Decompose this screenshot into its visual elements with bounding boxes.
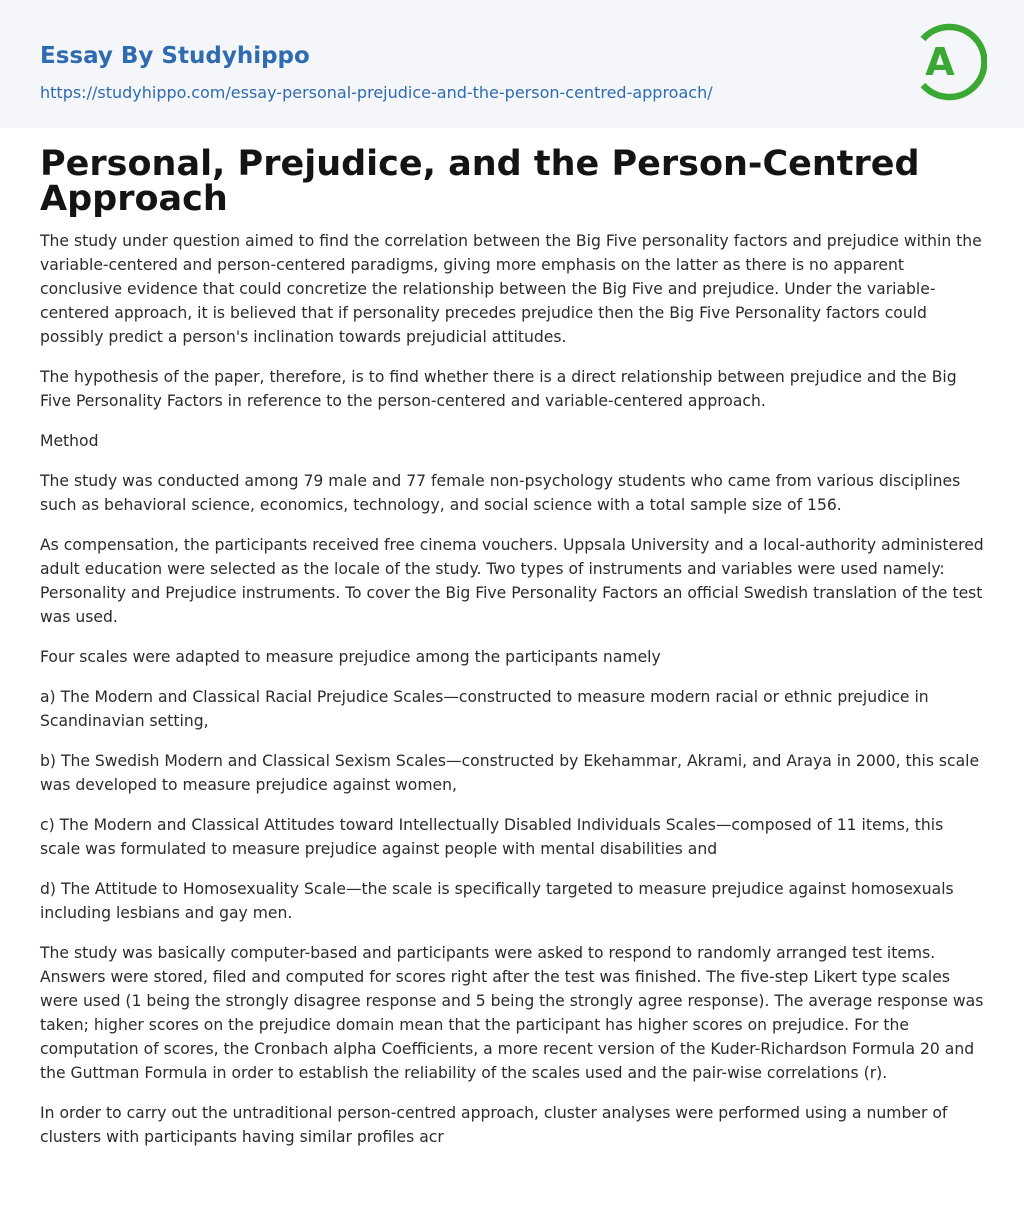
logo-letter: A [925, 40, 955, 84]
article-paragraph: The hypothesis of the paper, therefore, is to find whether there is a direct relationship between prejudice and the Big Five Personality Factors in reference to the person-centered and variable-centered approach. [40, 368, 957, 410]
article-paragraph: The study was conducted among 79 male and 77 female non-psychology students who came from various disciplines such as behavioral science, economics, technology, and social science with a total sample size of 156. [40, 472, 961, 514]
studyhippo-logo-icon[interactable] [913, 19, 987, 105]
site-name[interactable]: Essay By Studyhippo [40, 43, 310, 69]
source-url-link[interactable]: https://studyhippo.com/essay-personal-prejudice-and-the-person-centred-approach/ [40, 83, 713, 102]
site-header [0, 0, 1024, 128]
section-heading-method: Method [40, 432, 99, 450]
article-title: Personal, Prejudice, and the Person-Centred Approach [40, 144, 920, 219]
article-paragraph: Four scales were adapted to measure prejudice among the participants namely [40, 648, 661, 666]
list-item: c) The Modern and Classical Attitudes toward Intellectually Disabled Individuals Scales—composed of 11 items, this scale was formulated to measure prejudice against people with mental disabilities and [40, 816, 944, 858]
article-paragraph: In order to carry out the untraditional person-centred approach, cluster analyses were performed using a number of clusters with participants having similar profiles acr [40, 1104, 948, 1146]
article-paragraph: The study was basically computer-based and participants were asked to respond to randomly arranged test items. Answers were stored, filed and computed for scores right after the test was finished. The five-step Likert type scales were used (1 being the strongly disagree response and 5 being the strongly agree response). The average response was taken; higher scores on the prejudice domain mean that the participant has higher scores on prejudice. For the computation of scores, the Cronbach alpha Coefficients, a more recent version of the Kuder-Richardson Formula 20 and the Guttman Formula in order to establish the reliability of the scales used and the pair-wise correlations (r). [40, 944, 984, 1082]
article-paragraph: As compensation, the participants received free cinema vouchers. Uppsala University and a local-authority administered adult education were selected as the locale of the study. Two types of instruments and variables were used namely: Personality and Prejudice instruments. To cover the Big Five Personality Factors an official Swedish translation of the test was used. [40, 536, 984, 626]
article-paragraph: The study under question aimed to find the correlation between the Big Five personality factors and prejudice within the variable-centered and person-centered paradigms, giving more emphasis on the latter as there is no apparent conclusive evidence that could concretize the relationship between the Big Five and prejudice. Under the variable-centered approach, it is believed that if personality precedes prejudice then the Big Five Personality factors could possibly predict a person's inclination towards prejudicial attitudes. [40, 232, 982, 346]
list-item: b) The Swedish Modern and Classical Sexism Scales—constructed by Ekehammar, Akrami, and Araya in 2000, this scale was developed to measure prejudice against women, [40, 752, 980, 794]
list-item: a) The Modern and Classical Racial Prejudice Scales—constructed to measure modern racial or ethnic prejudice in Scandinavian setting, [40, 688, 929, 730]
list-item: d) The Attitude to Homosexuality Scale—the scale is specifically targeted to measure prejudice against homosexuals including lesbians and gay men. [40, 880, 954, 922]
article [0, 128, 1024, 1149]
